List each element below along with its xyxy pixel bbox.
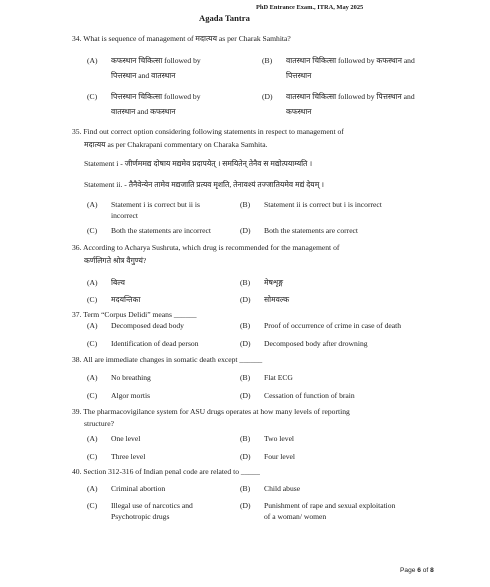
- option-label: (B): [240, 200, 251, 209]
- option-label: (B): [240, 321, 251, 330]
- option-text: Algor mortis: [111, 391, 151, 400]
- question-36-line1: 36. According to Acharya Sushruta, which drug is recommended for the management of: [72, 243, 340, 252]
- option-text-line1: वातस्थान चिकित्सा followed by पित्तस्थान and: [286, 92, 415, 101]
- exam-header: PhD Entrance Exam., ITRA, May 2025: [256, 4, 364, 11]
- option-text-line2: पित्तस्थान: [286, 71, 312, 80]
- option-label: (B): [262, 56, 273, 65]
- option-label: (A): [87, 278, 98, 287]
- option-text: Statement ii is correct but i is incorrect: [264, 200, 382, 209]
- option-text: Both the statements are correct: [264, 226, 359, 235]
- option-text: बिल्व: [111, 278, 125, 287]
- subject-title: Agada Tantra: [199, 13, 250, 23]
- question-39-line2: structure?: [84, 419, 114, 428]
- option-text-line2: कफस्थान: [286, 107, 312, 116]
- option-text: Identification of dead person: [111, 339, 199, 348]
- option-label: (A): [87, 434, 98, 443]
- option-label: (A): [87, 56, 98, 65]
- option-label: (C): [87, 501, 98, 510]
- option-text: मेषशृङ्ग: [264, 278, 284, 287]
- option-text-line2: incorrect: [111, 211, 138, 220]
- option-label: (B): [240, 373, 251, 382]
- option-text-line1: Statement i is correct but ii is: [111, 200, 200, 209]
- question-39-line1: 39. The pharmacovigilance system for ASU drugs operates at how many levels of reporting: [72, 407, 350, 416]
- option-label: (C): [87, 92, 98, 101]
- option-label: (C): [87, 226, 98, 235]
- option-label: (D): [240, 452, 251, 461]
- total-pages: 8: [430, 567, 434, 574]
- option-label: (C): [87, 452, 98, 461]
- option-text-line2: Psychotropic drugs: [111, 512, 170, 521]
- option-text: Flat ECG: [264, 373, 293, 382]
- question-38: 38. All are immediate changes in somatic death except ______: [72, 355, 263, 364]
- option-text: No breathing: [111, 373, 151, 382]
- question-35-line1: 35. Find out correct option considering following statements in respect to management of: [72, 127, 344, 136]
- option-text: Two level: [264, 434, 295, 443]
- option-label: (D): [240, 339, 251, 348]
- option-text: One level: [111, 434, 141, 443]
- option-text: Cessation of function of brain: [264, 391, 355, 400]
- option-text-line2: वातस्थान and कफस्थान: [111, 107, 176, 116]
- option-text: Both the statements are incorrect: [111, 226, 211, 235]
- option-text: Decomposed body after drowning: [264, 339, 368, 348]
- option-text: Decomposed dead body: [111, 321, 184, 330]
- page-of: of: [420, 567, 431, 574]
- option-text-line2: पित्तस्थान and वातस्थान: [111, 71, 176, 80]
- option-text-line1: Illegal use of narcotics and: [111, 501, 193, 510]
- option-text: Proof of occurrence of crime in case of death: [264, 321, 402, 330]
- current-page: 6: [417, 567, 421, 574]
- page-number: [400, 567, 434, 574]
- question-35-line2: मदात्यय as per Chakrapani commentary on Charaka Samhita.: [84, 140, 268, 149]
- question-36-line2: कर्णलिगते श्रोत्र वैगुण्यं?: [84, 256, 147, 265]
- option-text-line1: पित्तस्थान चिकित्सा followed by: [111, 92, 201, 101]
- option-text: Criminal abortion: [111, 484, 166, 493]
- option-label: (D): [262, 92, 273, 101]
- option-label: (D): [240, 226, 251, 235]
- option-text-line1: कफस्थान चिकित्सा followed by: [111, 56, 201, 65]
- q35-statement-i: Statement i - जीर्णममद्य दोषाय मद्यमेव प्रदापयेत् । समयितेन् तेनैव स मद्योत्पयाम्यति ।: [84, 159, 313, 168]
- question-34: 34. What is sequence of management of मदात्यय as per Charak Samhita?: [72, 34, 291, 43]
- option-text-line1: Punishment of rape and sexual exploitation: [264, 501, 396, 510]
- option-text-line1: वातस्थान चिकित्सा followed by कफस्थान and: [286, 56, 415, 65]
- option-text: मदयन्तिका: [111, 295, 141, 304]
- option-label: (C): [87, 295, 98, 304]
- option-text: सोमवल्क: [264, 295, 290, 304]
- q35-statement-ii: Statement ii. - तैनैवेन्येन तामेव मद्यजाति प्रत्यव मृशति, तेनावश्यं तज्जातियमेव मद्यं देयम् ।: [84, 180, 325, 189]
- option-label: (B): [240, 434, 251, 443]
- option-label: (A): [87, 200, 98, 209]
- option-label: (A): [87, 321, 98, 330]
- option-text-line2: of a woman/ women: [264, 512, 327, 521]
- question-40: 40. Section 312-316 of Indian penal code are related to _____: [72, 467, 260, 476]
- option-label: (A): [87, 484, 98, 493]
- option-label: (B): [240, 278, 251, 287]
- option-label: (C): [87, 391, 98, 400]
- option-text: Three level: [111, 452, 146, 461]
- option-label: (D): [240, 501, 251, 510]
- option-label: (B): [240, 484, 251, 493]
- option-label: (D): [240, 391, 251, 400]
- page-prefix: Page: [400, 567, 418, 574]
- option-label: (D): [240, 295, 251, 304]
- question-37: 37. Term “Corpus Delidi” means ______: [72, 310, 197, 319]
- option-text: Child abuse: [264, 484, 301, 493]
- option-label: (A): [87, 373, 98, 382]
- option-text: Four level: [264, 452, 296, 461]
- option-label: (C): [87, 339, 98, 348]
